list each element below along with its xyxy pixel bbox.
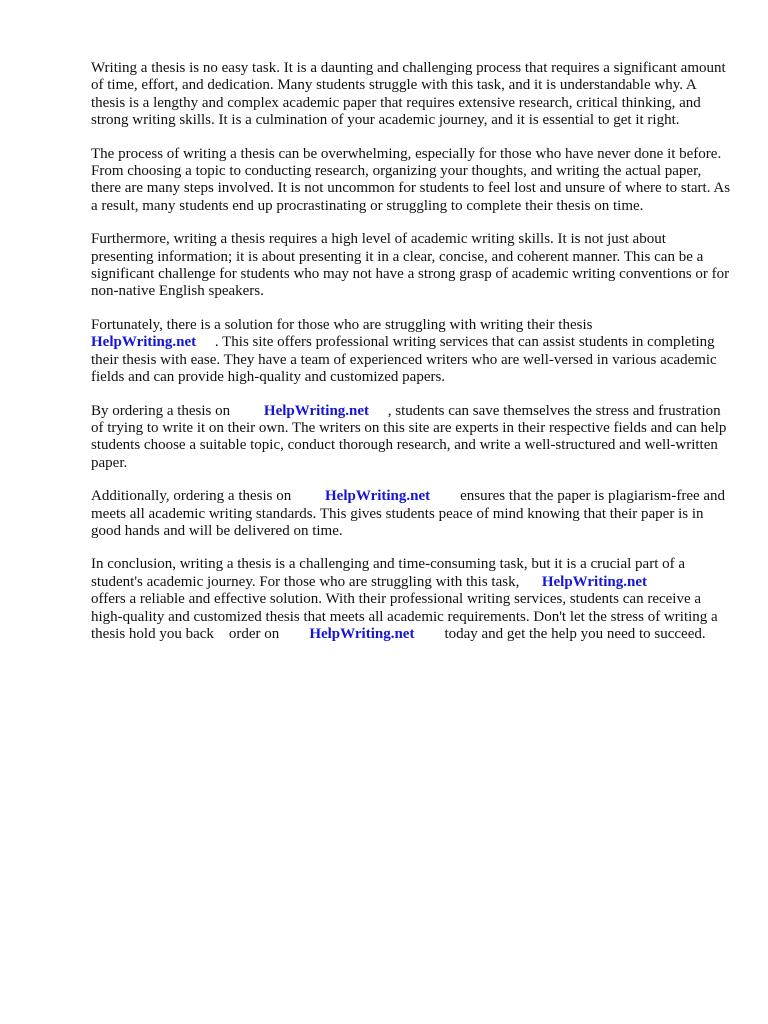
- paragraph-7-order-on: order on: [228, 625, 280, 642]
- paragraph-7-text-middle: offers a reliable and effective solution. With their professional writing services, students can receive a high-quality and customized thesis that meets all academic requirements. Don't let the stress of writing a thesis hold you back: [91, 591, 718, 642]
- paragraph-2: [91, 146, 731, 216]
- helpwriting-link-4[interactable]: HelpWriting.net: [541, 573, 647, 590]
- paragraph-7: [91, 556, 731, 643]
- paragraph-4: [91, 317, 731, 387]
- paragraph-7-text-before: In conclusion, writing a thesis is a challenging and time-consuming task, but it is a crucial part of a student's academic journey. For those who are struggling with this task,: [91, 556, 686, 590]
- paragraph-6-text-after: ensures that the paper is plagiarism-free and meets all academic writing standards. This gives students peace of mind knowing that their paper is in good hands and will be delivered on time.: [91, 488, 726, 539]
- paragraph-4-text-before: Fortunately, there is a solution for those who are struggling with writing their thesis: [91, 316, 593, 333]
- paragraph-7-text-after: today and get the help you need to succeed.: [444, 625, 706, 642]
- helpwriting-link-1[interactable]: HelpWriting.net: [91, 334, 197, 351]
- document-page: [91, 60, 731, 659]
- paragraph-2-text: The process of writing a thesis can be overwhelming, especially for those who have never done it before. From choosing a topic to conducting research, organizing your thoughts, and writing the actual paper, there are many steps involved. It is not uncommon for students to feel lost and unsure of where to start. As a result, many students end up procrastinating or struggling to complete their thesis on time.: [91, 145, 731, 214]
- paragraph-5-text-after: , students can save themselves the stress and frustration of trying to write it on their own. The writers on this site are experts in their respective fields and can help students choose a suitable topic, conduct thorough research, and write a well-structured and well-written paper.: [91, 402, 727, 471]
- helpwriting-link-3[interactable]: HelpWriting.net: [325, 488, 431, 505]
- paragraph-3: [91, 231, 731, 301]
- paragraph-5-text-before: By ordering a thesis on: [91, 402, 231, 419]
- helpwriting-link-2[interactable]: HelpWriting.net: [263, 402, 370, 419]
- paragraph-3-text: Furthermore, writing a thesis requires a high level of academic writing skills. It is not just about presenting information; it is about presenting it in a clear, concise, and coherent manner. This can be a significant challenge for students who may not have a strong grasp of academic writing conventions or for non-native English speakers.: [91, 231, 730, 300]
- paragraph-1-text: Writing a thesis is no easy task. It is a daunting and challenging process that requires a significant amount of time, effort, and dedication. Many students struggle with this task, and it is understandable why. A thesis is a lengthy and complex academic paper that requires extensive research, critical thinking, and strong writing skills. It is a culmination of your academic journey, and it is essential to get it right.: [91, 60, 726, 129]
- paragraph-1: [91, 60, 731, 130]
- paragraph-4-text-after: . This site offers professional writing services that can assist students in completing their thesis with ease. They have a team of experienced writers who are well-versed in various academic fields and can provide high-quality and customized papers.: [91, 334, 717, 386]
- paragraph-5: [91, 403, 731, 473]
- paragraph-6-text-before: Additionally, ordering a thesis on: [91, 488, 292, 505]
- paragraph-6: [91, 488, 731, 540]
- helpwriting-link-5[interactable]: HelpWriting.net: [309, 625, 415, 642]
